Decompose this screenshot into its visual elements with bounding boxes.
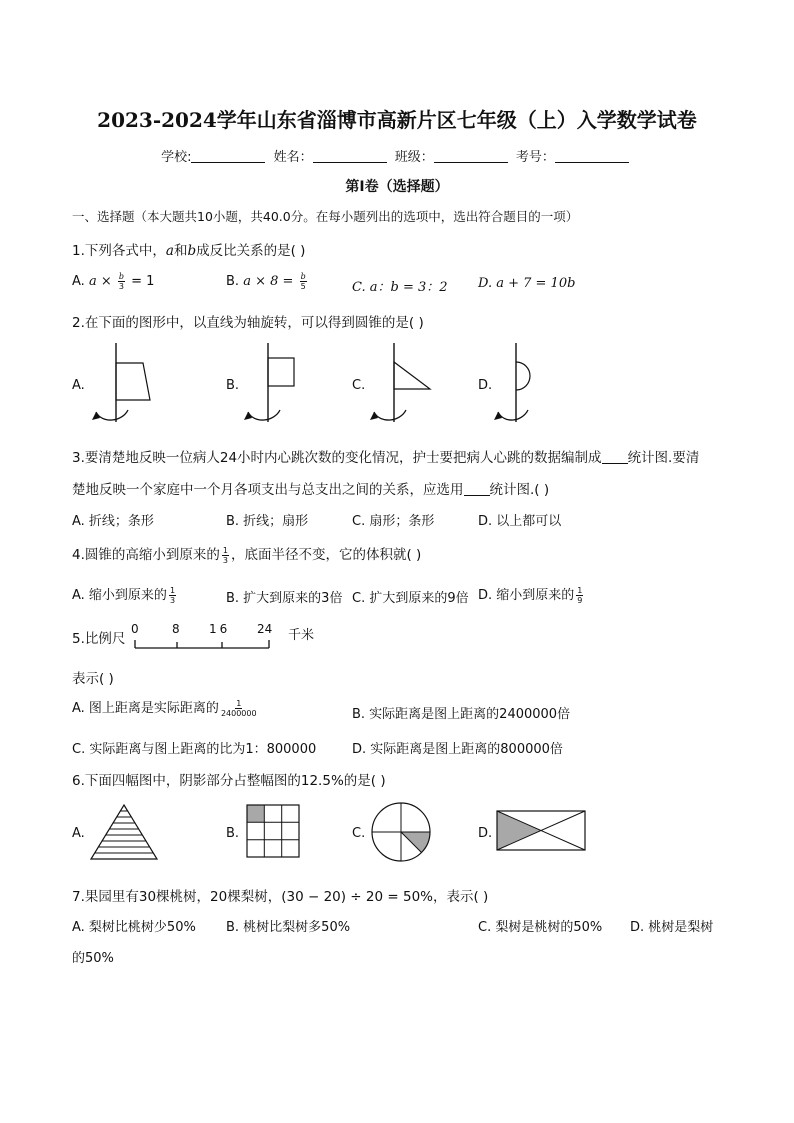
q2-option-b-label[interactable]: B. bbox=[226, 378, 240, 393]
q1-option-a-right: = 1 bbox=[131, 274, 155, 289]
q5-option-d[interactable]: D. 实际距离是图上距离的800000倍 bbox=[352, 742, 563, 757]
scale-unit: 千米 bbox=[288, 628, 315, 643]
q4-text: 4.圆锥的高缩小到原来的 bbox=[72, 547, 220, 563]
class-blank[interactable] bbox=[434, 150, 508, 163]
q4-text: ，底面半径不变，它的体积就( ) bbox=[230, 547, 422, 563]
q4-fraction bbox=[222, 546, 229, 565]
q3-text: 楚地反映一个家庭中一个月各项支出与总支出之间的关系，应选用 bbox=[72, 482, 464, 498]
scale-tick-16: 16 bbox=[209, 622, 231, 636]
number-blank[interactable] bbox=[555, 150, 629, 163]
fraction-denominator: 3 bbox=[222, 555, 228, 565]
q6-figure-a-striped-triangle[interactable] bbox=[90, 804, 160, 860]
q4-option-d-text: D. 缩小到原来的 bbox=[478, 588, 575, 603]
q2-figure-c-triangle[interactable] bbox=[368, 340, 448, 430]
fraction-denominator: 3 bbox=[118, 282, 124, 291]
q1-option-a-left: a × bbox=[88, 274, 112, 289]
q1-option-a-label: A. bbox=[72, 274, 85, 289]
q5-option-a-fraction bbox=[221, 699, 257, 718]
q5-option-a-text: A. 图上距离是实际距离的 bbox=[72, 701, 219, 716]
q2-option-a-label[interactable]: A. bbox=[72, 378, 85, 393]
class-label: 班级： bbox=[394, 150, 434, 165]
scale-bar bbox=[134, 638, 274, 652]
fraction-denominator: 9 bbox=[577, 596, 583, 605]
q4-option-a-text: A. 缩小到原来的 bbox=[72, 588, 167, 603]
name-label: 姓名： bbox=[273, 150, 313, 165]
q3-option-d[interactable]: D. 以上都可以 bbox=[478, 514, 562, 529]
q1-stem-c: 成反比关系的是( ) bbox=[196, 243, 306, 259]
fraction-denominator: 2400000 bbox=[220, 709, 257, 718]
q5-stem: 5.比例尺 bbox=[72, 631, 126, 647]
q1-option-b-fraction bbox=[300, 272, 307, 291]
q1-var-a: a bbox=[165, 243, 174, 259]
name-blank[interactable] bbox=[313, 150, 387, 163]
fraction-denominator: 5 bbox=[300, 282, 306, 291]
q3-text: 统计图.( ) bbox=[489, 482, 550, 498]
q2-stem: 2.在下面的图形中，以直线为轴旋转，可以得到圆锥的是( ) bbox=[72, 315, 424, 331]
page-title: 2023-2024学年山东省淄博市高新片区七年级（上）入学数学试卷 bbox=[97, 108, 697, 132]
q4-stem bbox=[72, 543, 421, 565]
q3-text: 3.要清楚地反映一位病人24小时内心跳次数的变化情况，护士要把病人心跳的数据编制成 bbox=[72, 450, 602, 466]
fraction-numerator: 1 bbox=[236, 699, 242, 708]
q6-option-c-label[interactable]: C. bbox=[352, 826, 366, 841]
q2-figure-d-semicircle[interactable] bbox=[494, 340, 574, 430]
q3-stem-line2 bbox=[72, 478, 549, 498]
q5-option-b[interactable]: B. 实际距离是图上距离的2400000倍 bbox=[352, 707, 571, 722]
fraction-numerator: 1 bbox=[222, 545, 228, 555]
scale-tick-0: 0 bbox=[131, 622, 139, 636]
fraction-numerator: b bbox=[300, 272, 306, 281]
school-blank[interactable] bbox=[191, 150, 265, 163]
q2-figure-b-rectangle[interactable] bbox=[242, 340, 322, 430]
q2-option-c-label[interactable]: C. bbox=[352, 378, 366, 393]
q3-option-b[interactable]: B. 折线；扇形 bbox=[226, 514, 309, 529]
fraction-numerator: 1 bbox=[169, 586, 176, 595]
q6-figure-b-grid[interactable] bbox=[246, 804, 302, 860]
q1-option-b-label: B. bbox=[226, 274, 240, 289]
fraction-numerator: b bbox=[118, 272, 124, 281]
q7-option-c[interactable]: C. 梨树是桃树的50% bbox=[478, 920, 603, 935]
q6-option-b-label[interactable]: B. bbox=[226, 826, 240, 841]
q7-option-a[interactable]: A. 梨树比桃树少50% bbox=[72, 920, 196, 935]
q1-stem bbox=[72, 239, 305, 259]
q7-option-b[interactable]: B. 桃树比梨树多50% bbox=[226, 920, 351, 935]
q1-stem-b: 和 bbox=[173, 243, 188, 259]
q4-option-c[interactable]: C. 扩大到原来的9倍 bbox=[352, 591, 469, 606]
number-label: 考号： bbox=[515, 150, 555, 165]
fraction-denominator: 3 bbox=[169, 596, 176, 605]
q1-option-c[interactable]: C. a：b = 3：2 bbox=[352, 280, 448, 295]
q6-option-a-label[interactable]: A. bbox=[72, 826, 85, 841]
q3-option-a[interactable]: A. 折线；条形 bbox=[72, 514, 154, 529]
q5-option-c[interactable]: C. 实际距离与图上距离的比为1：800000 bbox=[72, 742, 317, 757]
q3-blank-2[interactable] bbox=[464, 483, 490, 496]
fraction-numerator: 1 bbox=[577, 586, 583, 595]
q6-figure-d-rectangle[interactable] bbox=[496, 810, 588, 852]
q3-blank-1[interactable] bbox=[602, 451, 628, 464]
q4-option-d[interactable] bbox=[478, 584, 585, 605]
q1-stem-a: 1.下列各式中， bbox=[72, 243, 166, 259]
q4-option-a[interactable] bbox=[72, 584, 178, 605]
scale-tick-24: 24 bbox=[257, 622, 273, 636]
q4-option-a-fraction bbox=[169, 586, 176, 605]
q1-option-d[interactable]: D. a + 7 = 10b bbox=[478, 276, 576, 291]
part1-heading: 一、选择题（本大题共10小题，共40.0分。在每小题列出的选项中，选出符合题目的一项） bbox=[72, 209, 579, 224]
q1-option-a-fraction bbox=[118, 272, 125, 291]
q6-figure-c-circle[interactable] bbox=[371, 802, 433, 864]
q5-option-a[interactable] bbox=[72, 697, 259, 718]
q2-option-d-label[interactable]: D. bbox=[478, 378, 493, 393]
q1-var-b: b bbox=[187, 243, 197, 259]
scale-tick-8: 8 bbox=[172, 622, 180, 636]
section-title: 第I卷（选择题） bbox=[345, 179, 449, 195]
q6-stem: 6.下面四幅图中，阴影部分占整幅图的12.5%的是( ) bbox=[72, 773, 386, 789]
q1-option-b-left: a × 8 = bbox=[243, 274, 294, 289]
q7-option-d[interactable]: D. 桃树是梨树 bbox=[630, 920, 714, 935]
q1-option-a[interactable] bbox=[72, 272, 154, 291]
q2-figure-a-trapezoid[interactable] bbox=[88, 340, 168, 430]
q5-stem2: 表示( ) bbox=[72, 671, 114, 687]
school-label: 学校: bbox=[161, 150, 192, 165]
student-info bbox=[0, 146, 794, 165]
q7-option-d-cont[interactable]: 的50% bbox=[72, 951, 114, 966]
q3-text: 统计图.要清 bbox=[627, 450, 700, 466]
q6-option-d-label[interactable]: D. bbox=[478, 826, 493, 841]
q1-option-b[interactable] bbox=[226, 272, 309, 291]
q3-option-c[interactable]: C. 扇形；条形 bbox=[352, 514, 435, 529]
q7-stem: 7.果园里有30棵桃树，20棵梨树，(30 − 20) ÷ 20 = 50%，表示( ) bbox=[72, 889, 489, 905]
q3-stem-line1 bbox=[72, 446, 699, 466]
q4-option-b[interactable]: B. 扩大到原来的3倍 bbox=[226, 591, 343, 606]
q4-option-d-fraction bbox=[576, 586, 583, 605]
